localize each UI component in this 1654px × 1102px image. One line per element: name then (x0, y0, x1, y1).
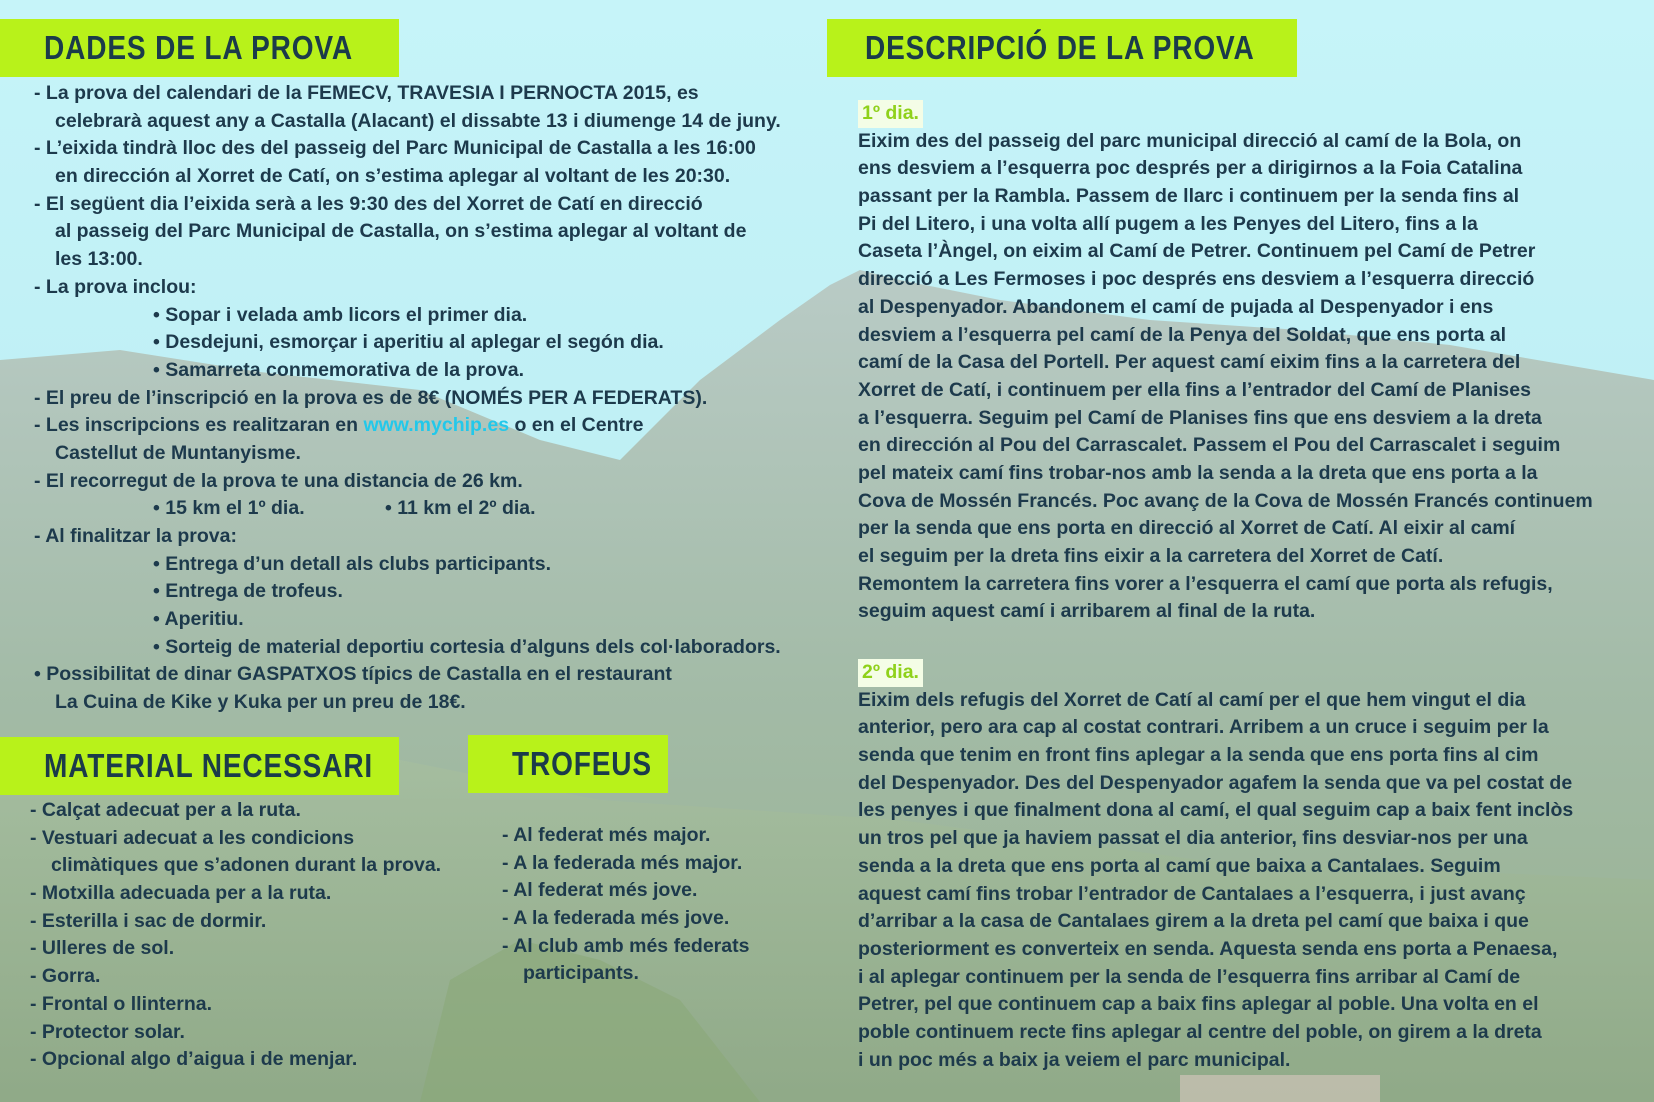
list-item-text: • Samarreta conmemorativa de la prova. (153, 358, 524, 381)
list-item-text: - A la federada més jove. (502, 907, 730, 930)
list-item-text: participants. (523, 962, 639, 985)
paragraph-line: desviem a l’esquerra pel camí de la Penya del Soldat, que ens porta al (858, 323, 1507, 346)
list-item-text: - Al finalitzar la prova: (34, 525, 237, 547)
paragraph-line: en dirección al Pou del Carrascalet. Passem el Pou del Carrascalet i seguim (858, 434, 1561, 457)
material-title: MATERIAL NECESSARI (44, 747, 374, 784)
day2-section (858, 659, 1573, 1074)
paragraph-line: les penyes i que finalment dona al camí, el qual seguim cap a baix fent inclòs (858, 799, 1574, 822)
paragraph-line: camí de la Casa del Portell. Per aquest camí eixim fins a la carretera del (858, 351, 1521, 374)
paragraph-line: direcció a Les Fermoses i poc després ens desviem a l’esquerra direcció (858, 268, 1535, 291)
list-item (34, 661, 781, 689)
paragraph-line: Eixim dels refugis del Xorret de Catí al camí per el que hem vingut el dia (858, 688, 1526, 711)
list-item (34, 191, 781, 219)
list-item-text: - El recorregut de la prova te una distancia de 26 km. (34, 469, 523, 492)
dades-list (34, 80, 781, 717)
list-item-text: climàtiques que s’adonen durant la prova. (51, 854, 442, 877)
list-item (34, 329, 781, 357)
paragraph-line: i un poc més a baix ja veiem el parc municipal. (858, 1048, 1291, 1071)
list-item (34, 274, 781, 302)
list-item (30, 935, 441, 963)
dades-title: DADES DE LA PROVA (44, 29, 354, 66)
paragraph-line: del Despenyador. Des del Despenyador agafem la senda que va pel costat de (858, 771, 1573, 794)
list-item (30, 1019, 441, 1047)
list-item-text: al passeig del Parc Municipal de Castalla, on s’estima aplegar al voltant de (55, 220, 747, 243)
descripcio-title: DESCRIPCIÓ DE LA PROVA (865, 29, 1255, 66)
list-item-text-second: • 11 km el 2º dia. (385, 497, 536, 520)
list-item-text: • Sopar i velada amb licors el primer dia. (153, 303, 528, 326)
list-item-text: La Cuina de Kike y Kuka per un preu de 18€. (55, 691, 466, 714)
paragraph-line: d’arribar a la casa de Cantalaes girem a la dreta pel camí que baixa i que (858, 910, 1529, 933)
material-list (30, 797, 441, 1074)
list-item-text: • Aperitiu. (153, 608, 244, 631)
list-item (30, 908, 441, 936)
list-item (34, 606, 781, 634)
list-item (502, 905, 749, 933)
list-item-text: - Al federat més jove. (502, 879, 698, 902)
paragraph-line: pel mateix camí fins trobar-nos amb la senda a la dreta que ens porta a la (858, 461, 1538, 484)
list-item-text: - La prova inclou: (34, 275, 197, 298)
paragraph-line: anterior, pero ara cap al costat contrari. Arribem a un cruce i seguim per la (858, 716, 1549, 739)
header-material-necessari (0, 737, 399, 795)
paragraph-line: passant per la Rambla. Passem de llarc i continuem per la senda fins al (858, 185, 1520, 208)
list-item-text: • Possibilitat de dinar GASPATXOS típics de Castalla en el restaurant (34, 663, 672, 686)
list-item (34, 523, 781, 551)
trofeus-list (502, 822, 749, 988)
paragraph-line: i al aplegar continuem per la senda de l’esquerra fins arribar al Camí de (858, 965, 1521, 988)
list-item (30, 1046, 441, 1074)
paragraph-line: senda a la dreta que ens porta al camí que baixa a Cantalaes. Seguim (858, 854, 1501, 877)
list-item-text: - El següent dia l’eixida serà a les 9:30 des del Xorret de Catí en direcció (34, 192, 703, 215)
list-item-text-after: o en el Centre (509, 414, 644, 437)
day2-text (858, 687, 1573, 1075)
list-item-text: - El preu de l’inscripció en la prova es de 8€ (NOMÉS PER A FEDERATS). (34, 386, 708, 409)
list-item (34, 385, 781, 413)
paragraph-line: Caseta l’Àngel, on eixim al Camí de Petrer. Continuem pel Camí de Petrer (858, 240, 1536, 263)
list-item-text: • Entrega d’un detall als clubs participants. (153, 552, 551, 575)
paragraph-line: Cova de Mossén Francés. Poc avanç de la Cova de Mossén Francés continuem (858, 489, 1593, 512)
paragraph-line: al Despenyador. Abandonem el camí de pujada al Despenyador i ens (858, 295, 1494, 318)
list-item-text: - Vestuari adecuat a les condicions (30, 826, 355, 849)
header-trofeus (468, 735, 668, 793)
paragraph-line: senda que tenim en front fins aplegar a la senda que ens porta fins al cim (858, 744, 1539, 767)
list-item (34, 108, 781, 136)
header-dades-de-la-prova (0, 19, 399, 77)
paragraph-line: a l’esquerra. Seguim pel Camí de Planises fins que ens desviem a la dreta (858, 406, 1542, 429)
list-item-text: • Entrega de trofeus. (153, 580, 343, 603)
list-item-text: en dirección al Xorret de Catí, on s’estima aplegar al voltant de les 20:30. (55, 165, 731, 188)
list-item-text: - Gorra. (30, 965, 101, 988)
list-item (30, 825, 441, 853)
trofeus-title: TROFEUS (512, 745, 652, 782)
list-item (502, 877, 749, 905)
list-item (30, 963, 441, 991)
list-item-text: - L’eixida tindrà lloc des del passeig del Parc Municipal de Castalla a les 16:00 (34, 137, 756, 160)
list-item-text: - Ulleres de sol. (30, 937, 175, 960)
list-item (34, 163, 781, 191)
list-item (34, 412, 781, 440)
list-item (34, 634, 781, 662)
list-item (34, 80, 781, 108)
list-item-text: - Calçat adecuat per a la ruta. (30, 799, 301, 821)
list-item-text: - Esterilla i sac de dormir. (30, 909, 267, 932)
mychip-link[interactable]: www.mychip.es (363, 414, 510, 437)
paragraph-line: un tros pel que ja haviem passat el dia anterior, fins desviar-nos per una (858, 827, 1528, 850)
header-descripcio-de-la-prova (827, 19, 1297, 77)
list-item-text: - A la federada més major. (502, 851, 743, 874)
day2-label: 2º dia. (858, 659, 923, 687)
list-item (34, 357, 781, 385)
list-item (34, 440, 781, 468)
paragraph-line: ens desviem a l’esquerra poc després per a dirigirnos a la Foia Catalina (858, 157, 1523, 180)
paragraph-line: Eixim des del passeig del parc municipal direcció al camí de la Bola, on (858, 129, 1522, 152)
list-item-text: - Motxilla adecuada per a la ruta. (30, 882, 332, 905)
list-item (34, 689, 781, 717)
list-item (34, 551, 781, 579)
list-item (502, 850, 749, 878)
paragraph-line: poble continuem recte fins aplegar al centre del poble, on girem a la dreta (858, 1020, 1542, 1043)
list-item (30, 852, 441, 880)
list-item-text: celebrarà aquest any a Castalla (Alacant) el dissabte 13 i diumenge 14 de juny. (55, 109, 781, 132)
paragraph-line: el seguim per la dreta fins eixir a la carretera del Xorret de Catí. (858, 545, 1444, 567)
paragraph-line: Pi del Litero, i una volta allí pugem a les Penyes del Litero, fins a la (858, 212, 1478, 235)
list-item (502, 822, 749, 850)
list-item (502, 960, 749, 988)
paragraph-line: per la senda que ens porta en direcció al Xorret de Catí. Al eixir al camí (858, 517, 1516, 540)
list-item (30, 797, 441, 825)
paragraph-line: Petrer, pel que continuem cap a baix fins aplegar al poble. Una volta en el (858, 993, 1539, 1016)
day1-label: 1º dia. (858, 100, 923, 128)
paragraph-line: seguim aquest camí i arribarem al final de la ruta. (858, 600, 1316, 623)
list-item-text: • Desdejuni, esmorçar i aperitiu al aplegar el segón dia. (153, 331, 664, 354)
day1-text (858, 128, 1593, 626)
paragraph-line: aquest camí fins trobar l’entrador de Cantalaes a l’esquerra, i just avanç (858, 882, 1526, 905)
list-item (34, 578, 781, 606)
list-item-text: - Frontal o llinterna. (30, 992, 213, 1015)
list-item (30, 991, 441, 1019)
list-item-text: les 13:00. (55, 248, 143, 271)
list-item-text: • 15 km el 1º dia. (153, 497, 305, 520)
list-item (502, 933, 749, 961)
list-item-text: - Al federat més major. (502, 824, 711, 846)
paragraph-line: Remontem la carretera fins vorer a l’esquerra el camí que porta als refugis, (858, 572, 1553, 595)
list-item-text: • Sorteig de material deportiu cortesia d’alguns dels col·laboradors. (153, 635, 781, 658)
list-item-text: - Al club amb més federats (502, 934, 750, 957)
paragraph-line: posteriorment es converteix en senda. Aquesta senda ens porta a Penaesa, (858, 937, 1558, 960)
list-item (34, 135, 781, 163)
paragraph-line: Xorret de Catí, i continuem per ella fins a l’entrador del Camí de Planises (858, 378, 1531, 401)
list-item-text: - Les inscripcions es realitzaran en (34, 414, 364, 437)
list-item-text: - Protector solar. (30, 1020, 185, 1043)
list-item (34, 246, 781, 274)
list-item (34, 468, 781, 496)
list-item (34, 218, 781, 246)
day1-section (858, 100, 1593, 626)
list-item (34, 302, 781, 330)
list-item (30, 880, 441, 908)
list-item-text: Castellut de Muntanyisme. (55, 441, 301, 464)
list-item (34, 495, 781, 523)
list-item-text: - La prova del calendari de la FEMECV, TRAVESIA I PERNOCTA 2015, es (34, 82, 699, 104)
list-item-text: - Opcional algo d’aigua i de menjar. (30, 1048, 358, 1071)
